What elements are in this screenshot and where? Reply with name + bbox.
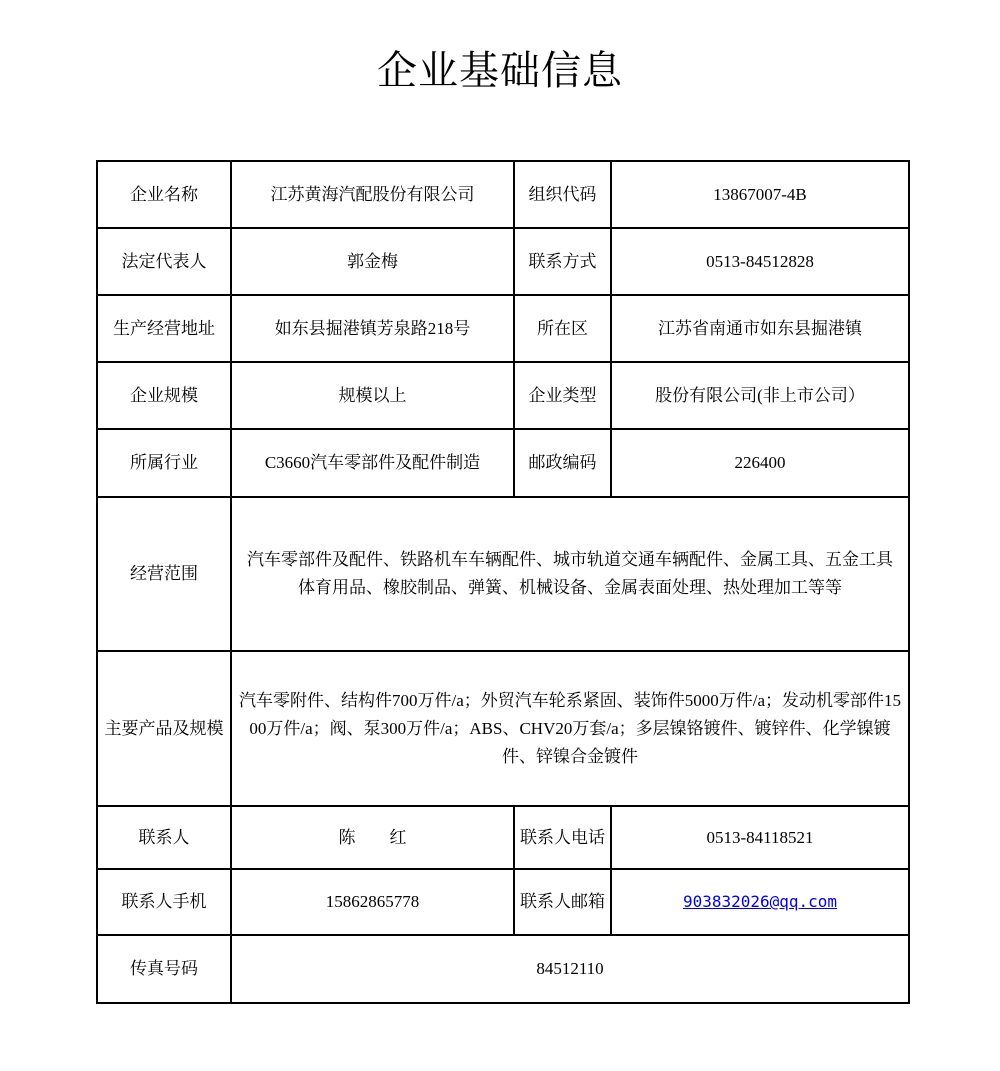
field-value-contact-email <box>611 869 909 935</box>
business-scope-line1: 汽车零部件及配件、铁路机车车辆配件、城市轨道交通车辆配件、金属工具、五金工具 <box>247 550 893 569</box>
table-row-legal-rep <box>97 228 909 295</box>
field-label-industry: 所属行业 <box>97 429 231 497</box>
table-row-business-scope <box>97 497 909 651</box>
field-value-contact-phone: 0513-84118521 <box>611 806 909 869</box>
field-label-company-name: 企业名称 <box>97 161 231 228</box>
table-row-industry <box>97 429 909 497</box>
field-label-org-code: 组织代码 <box>514 161 611 228</box>
page-title: 企业基础信息 <box>377 48 623 93</box>
contact-email-link[interactable]: 903832026@qq.com <box>682 892 838 911</box>
field-value-company-scale: 规模以上 <box>231 362 514 429</box>
field-label-main-products: 主要产品及规模 <box>97 651 231 806</box>
field-label-contact-phone: 联系人电话 <box>514 806 611 869</box>
field-value-contact-person: 陈 红 <box>231 806 514 869</box>
field-value-postal-code: 226400 <box>611 429 909 497</box>
field-value-company-name: 江苏黄海汽配股份有限公司 <box>231 161 514 228</box>
table-row-address <box>97 295 909 362</box>
field-value-main-products: 汽车零附件、结构件700万件/a；外贸汽车轮系紧固、装饰件5000万件/a；发动机零部件1500万件/a；阀、泵300万件/a；ABS、CHV20万套/a；多层镍铬镀件、镀锌件、化学镍镀件、锌镍合金镀件 <box>231 651 909 806</box>
field-label-contact-mobile: 联系人手机 <box>97 869 231 935</box>
table-row-main-products <box>97 651 909 806</box>
field-label-address: 生产经营地址 <box>97 295 231 362</box>
field-label-postal-code: 邮政编码 <box>514 429 611 497</box>
field-label-company-scale: 企业规模 <box>97 362 231 429</box>
table-row-contact-mobile <box>97 869 909 935</box>
field-value-fax: 84512110 <box>231 935 909 1003</box>
field-value-legal-rep: 郭金梅 <box>231 228 514 295</box>
field-value-contact-method: 0513-84512828 <box>611 228 909 295</box>
field-value-org-code: 13867007-4B <box>611 161 909 228</box>
business-scope-line2: 体育用品、橡胶制品、弹簧、机械设备、金属表面处理、热处理加工等等 <box>298 578 842 597</box>
field-value-contact-mobile: 15862865778 <box>231 869 514 935</box>
field-value-company-type: 股份有限公司(非上市公司） <box>611 362 909 429</box>
field-label-district: 所在区 <box>514 295 611 362</box>
field-label-company-type: 企业类型 <box>514 362 611 429</box>
company-info-table <box>96 160 910 1004</box>
field-label-legal-rep: 法定代表人 <box>97 228 231 295</box>
table-row-fax <box>97 935 909 1003</box>
field-label-contact-method: 联系方式 <box>514 228 611 295</box>
table-row-contact-person <box>97 806 909 869</box>
table-row-company-scale <box>97 362 909 429</box>
table-row-company-name <box>97 161 909 228</box>
field-value-business-scope <box>231 497 909 651</box>
field-value-district: 江苏省南通市如东县掘港镇 <box>611 295 909 362</box>
field-label-contact-person: 联系人 <box>97 806 231 869</box>
field-value-address: 如东县掘港镇芳泉路218号 <box>231 295 514 362</box>
field-label-fax: 传真号码 <box>97 935 231 1003</box>
field-label-business-scope: 经营范围 <box>97 497 231 651</box>
field-value-industry: C3660汽车零部件及配件制造 <box>231 429 514 497</box>
field-label-contact-email: 联系人邮箱 <box>514 869 611 935</box>
